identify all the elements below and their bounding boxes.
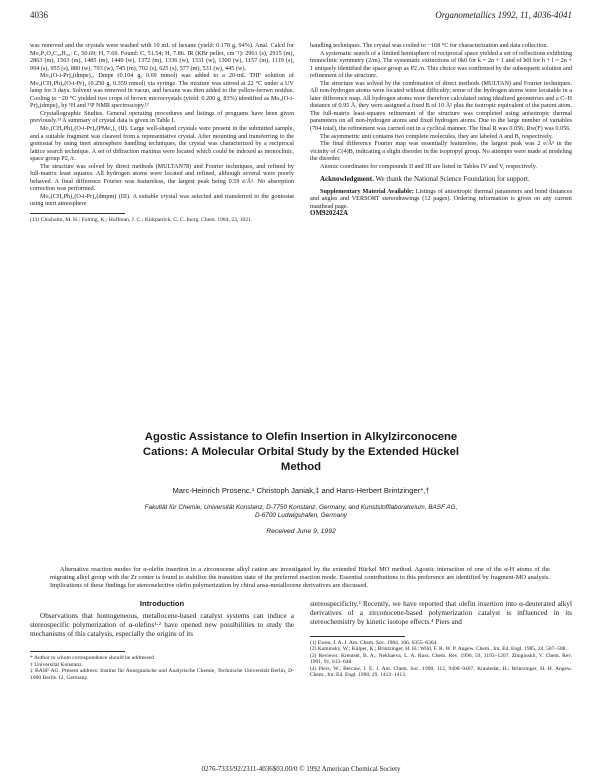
reference-item: (4) Piers, W.; Bercaw, J. E. J. Am. Chem. Soc. 1990, 112, 9406–9407; Krauledat, H.; Brintzinger, H. H. Angew. Chem., Int. Ed. Engl. 1990, 29, 1412–1413. bbox=[310, 665, 572, 679]
supplementary-text: Listings of anisotropic thermal parameters and bond distances and angles and VERSORT stereodrawings (12 pages). Ordering information is given on any current masthead page. bbox=[310, 187, 572, 210]
author-list: Marc-Heinrich Prosenc,¹ Christoph Janiak,‡ and Hans-Herbert Brintzinger*,† bbox=[172, 486, 430, 496]
right-column-top bbox=[310, 42, 572, 218]
article-title bbox=[30, 430, 572, 474]
reference-item: (3) Reviews: Krentsel, B. A.; Nekhaeva, L. A. Russ. Chem. Rev. 1990, 59, 1193–1207. Zhuginskii, V. Chem. Rev. 1991, 91, 613–648. bbox=[310, 652, 572, 666]
abstract-text: Alternative reaction modes for α-olefin insertion in a zirconocene alkyl cation are investigated by the extended Hückel MO method. Agostic interaction of one of the α-H atoms of the migrating alkyl group with the Zr center is found to stabilize the transition state of the preferred reaction mode. Essential contributions to this preference are identified by fragment-MO analysis. Implications of these findings for stereoselective olefin polymerization by chiral ansa-metallocene derivatives are discussed. bbox=[50, 566, 550, 589]
paragraph: Observations that homogeneous, metallocene-based catalyst systems can induce a stereospecific polymerization of α-olefins¹·² have opened new possibilities to study the mechanisms of this catalysis, especially the origins of its bbox=[30, 611, 294, 638]
copyright-line: 0276-7333/92/2311-4036$03.00/0 © 1992 American Chemical Society bbox=[201, 765, 401, 773]
paragraph: Mo₂(CH₂Ph)₂(O-i-Pr)₄(dmpm) (III). A suitable crystal was selected and transferred to the goniostat using inert atmosphere bbox=[30, 192, 294, 208]
journal-citation: Organometallics 1992, 11, 4036-4041 bbox=[435, 10, 572, 20]
reference-item: (2) Kaminsky, W.; Külper, K.; Brintzinger, H. H.; Wild, F. R. W. P. Angew. Chem., Int. Ed. Engl. 1985, 24, 507–508. bbox=[310, 646, 567, 653]
references-divider bbox=[310, 636, 405, 637]
section-heading-introduction: Introduction bbox=[139, 599, 185, 608]
footnote-divider bbox=[30, 213, 125, 214]
acknowledgment-text: We thank the National Science Foundation for support. bbox=[375, 175, 530, 184]
right-column-bottom bbox=[310, 600, 572, 679]
paragraph: The structure was solved by the combination of direct methods (MULTAN) and Fourier techniques. All non-hydrogen atoms were located without difficulty; some of the hydrogen atoms were locatable in a later difference map. All hydrogen atoms were therefore calculated using idealized geometries and a C–H distance of 0.95 Å, they were assigned a fixed B of 10 Å² plus the isotropic equivalent of the parent atom. The full-matrix least-squares refinement of the structure was completed using anisotropic thermal parameters on all non-hydrogen atoms and fixed hydrogen atoms. Due to the large number of variables (704 total), the refinement was carried out in a cyclical manner. The final R was 0.056; Rw(F) was 0.056. bbox=[310, 79, 572, 133]
abstract bbox=[50, 566, 550, 589]
acknowledgment bbox=[310, 175, 572, 183]
footnote-divider bbox=[30, 651, 125, 652]
paragraph: The structure was solved by direct methods (MULTAN78) and Fourier techniques, and refined by full-matrix least squares. All hydrogen atoms were located and refined, although several were poorly behaved. A final difference Fourier was featureless, the largest peak being 0.59 e/Å³. No absorption correction was performed. bbox=[30, 162, 294, 193]
footnote: † Universität Konstanz. bbox=[30, 661, 83, 668]
paragraph: Crystallographic Studies. General operating procedures and listings of programs have been given previously.¹³ A summary of crystal data is given in Table I. bbox=[30, 109, 294, 125]
left-column-bottom bbox=[30, 600, 294, 682]
title-line: Cations: A Molecular Orbital Study by the Extended Hückel bbox=[142, 445, 460, 458]
reference-list bbox=[310, 640, 572, 679]
left-column-top bbox=[30, 42, 294, 224]
affiliation-line: Fakultät für Chemie, Universität Konstanz, D-7750 Konstanz, Germany, and Kunststofflaboratorium, BASF AG, bbox=[144, 504, 458, 512]
acknowledgment-heading: Acknowledgment. bbox=[320, 175, 374, 184]
paragraph: Mo₂(CH₂Ph)₂(O-i-Pr)₄(PMe₃)₂ (II). Large well-shaped crystals were present in the submitted sample, and a suitable fragment was cleaved from a representative crystal. After mounting and transferring to the goniostat by using inert atmosphere handling techniques, the crystal was characterized by a reciprocal lattice search technique. A set of diffraction maxima were located which could be indexed as monoclinic, space group P2₁/c. bbox=[30, 125, 294, 163]
paragraph: A systematic search of a limited hemisphere of reciprocal space yielded a set of reflections exhibiting monoclinic symmetry (2/m). The systematic extinctions of 0k0 for k = 2n + 1 and of h0l for h + l = 2n + 1 uniquely identified the space group as P2₁/n. This choice was confirmed by the subsequent solution and refinement of the structure. bbox=[310, 49, 572, 80]
paragraph: handling techniques. The crystal was cooled to −168 °C for characterization and data collection. bbox=[310, 42, 548, 49]
paragraph: The asymmetric unit contains two complete molecules, they are labeled A and B, respectively. bbox=[320, 132, 553, 140]
page-header bbox=[30, 10, 572, 24]
title-line: Method bbox=[280, 460, 322, 473]
manuscript-number: OM920242A bbox=[310, 209, 349, 218]
article-title-block bbox=[30, 430, 572, 535]
received-date: Received June 9, 1992 bbox=[266, 528, 336, 536]
footnote: (13) Chisholm, M. H.; Folting, K.; Huffman, J. C.; Kirkpatrick, C. C. Inorg. Chem. 1984, 23, 1021. bbox=[30, 217, 253, 224]
affiliation-line: D-6700 Ludwigshafen, Germany bbox=[254, 512, 347, 520]
paragraph: Atomic coordinates for compounds II and III are listed in Tables IV and V, respectively. bbox=[320, 162, 537, 170]
reference-item: (1) Ewen, J. A. J. Am. Chem. Soc. 1984, 106, 6355–6364. bbox=[310, 639, 438, 646]
supplementary-heading: Supplementary Material Available: bbox=[320, 187, 414, 195]
page-number: 4036 bbox=[30, 10, 48, 20]
footnote: * Author to whom correspondence should be addressed. bbox=[30, 655, 156, 662]
affiliation bbox=[30, 504, 572, 520]
title-line: Agostic Assistance to Olefin Insertion in Alkylzirconocene bbox=[144, 431, 458, 443]
footnote: ‡ BASF AG. Present address: Institut für Anorganische und Analytische Chemie, Technische Universität Berlin, D-1000 Berlin 12, Germany. bbox=[30, 668, 294, 681]
paragraph: Mo₂(O-i-Pr)₄(dmpe)₂. Dmpe (0.104 g, 0.69 mmol) was added to a 20-mL THF solution of Mo₂(CH₂Ph)₂(O-i-Pr)₄ (0.250 g, 0.359 mmol) via syringe. The mixture was stirred at 22 °C under a UV lamp for 3 days. Solvent was removed in vacuo, and hexane was then added to the yellow-brown residue. Cooling to −20 °C yielded two crops of brown microcrystals (yield: 0.200 g, 83%) identified as Mo₂(O-i-Pr)₄(dmpe)₂ by ¹H and ³¹P NMR spectroscopy.¹² bbox=[30, 72, 294, 110]
paragraph: The final difference Fourier map was essentially featureless, the largest peak was 2 e/Å³ in the vicinity of C(4)B, indicating a slight disorder in the isopropyl group. No attempts were made at modeling the disorder. bbox=[310, 140, 572, 163]
paragraph: stereospecificity.³ Recently, we have reported that olefin insertion into α-deuterated alkyl derivatives of a zirconocene-based polymerization catalyst is influenced in its stereochemistry by kinetic isotope effects.⁴ Piers and bbox=[310, 600, 572, 627]
supplementary-material bbox=[310, 188, 572, 211]
paragraph: was removed and the crystals were washed with 10 mL of hexane (yield: 0.178 g, 94%). Anal. Calcd for Mo₂P₂O₄C₂₈H₃₄: C, 50.69; H, 7.69. Found: C, 51.54; H, 7.86. IR (KBr pellet, cm⁻¹): 2961 (s), 2915 (m), 2863 (m), 1563 (m), 1485 (m), 1449 (w), 1372 (m), 1336 (w), 1331 (w), 1300 (w), 1157 (m), 1119 (s), 994 (s), 955 (s), 880 (w), 793 (w), 745 (m), 702 (s), 625 (s), 577 (m), 531 (w), 445 (w). bbox=[30, 42, 294, 72]
